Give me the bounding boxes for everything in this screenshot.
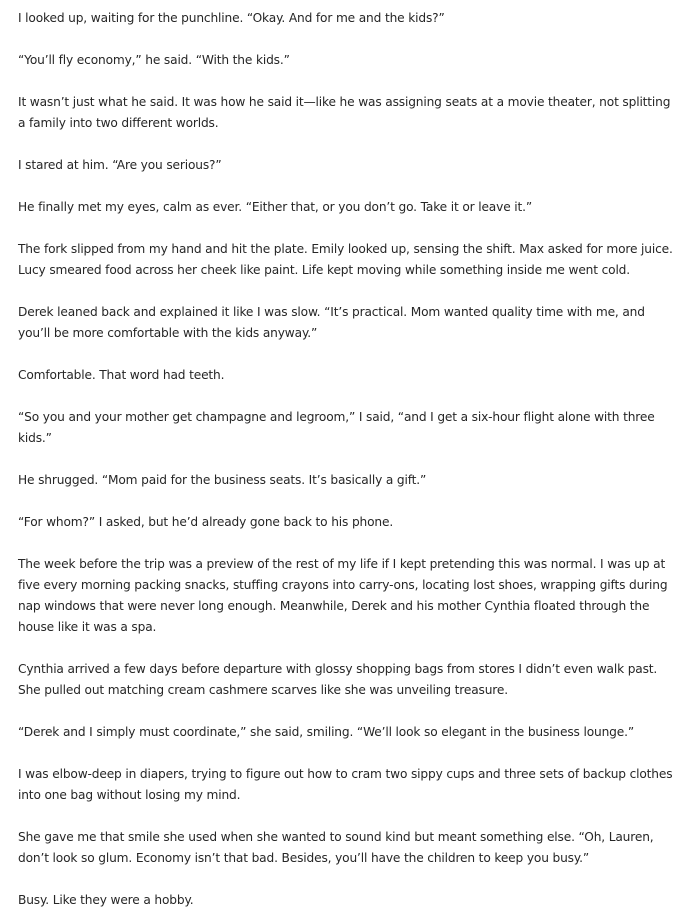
paragraph: He shrugged. “Mom paid for the business seats. It’s basically a gift.” bbox=[18, 473, 427, 487]
paragraph: I looked up, waiting for the punchline. “Okay. And for me and the kids?” bbox=[18, 11, 445, 25]
paragraph: She gave me that smile she used when she wanted to sound kind but meant something else. “Oh, Lauren, don’t look so glum. Economy isn’t that bad. Besides, you’ll have the children to keep you busy.” bbox=[18, 830, 654, 865]
paragraph: “For whom?” I asked, but he’d already gone back to his phone. bbox=[18, 515, 394, 529]
paragraph: “So you and your mother get champagne and legroom,” I said, “and I get a six-hour flight alone with three kids.” bbox=[18, 410, 655, 445]
paragraph: He finally met my eyes, calm as ever. “Either that, or you don’t go. Take it or leave it.” bbox=[18, 200, 533, 214]
paragraph: Comfortable. That word had teeth. bbox=[18, 368, 225, 382]
paragraph: I stared at him. “Are you serious?” bbox=[18, 158, 222, 172]
paragraph: Busy. Like they were a hobby. bbox=[18, 893, 194, 907]
paragraph: “Derek and I simply must coordinate,” she said, smiling. “We’ll look so elegant in the business lounge.” bbox=[18, 725, 634, 739]
paragraph: Cynthia arrived a few days before departure with glossy shopping bags from stores I didn’t even walk past. She pulled out matching cream cashmere scarves like she was unveiling treasure. bbox=[18, 662, 658, 697]
paragraph: I was elbow-deep in diapers, trying to figure out how to cram two sippy cups and three sets of backup clothes into one bag without losing my mind. bbox=[18, 767, 673, 802]
paragraph: The fork slipped from my hand and hit the plate. Emily looked up, sensing the shift. Max asked for more juice. Lucy smeared food across her cheek like paint. Life kept moving while something inside me went cold. bbox=[18, 242, 673, 277]
paragraph: The week before the trip was a preview of the rest of my life if I kept pretending this was normal. I was up at five every morning packing snacks, stuffing crayons into carry-ons, locating lost shoes, wrapping gifts during nap windows that were never long enough. Meanwhile, Derek and his mother Cynthia floated through the house like it was a spa. bbox=[18, 557, 668, 634]
paragraph: “You’ll fly economy,” he said. “With the kids.” bbox=[18, 53, 290, 67]
paragraph: Derek leaned back and explained it like I was slow. “It’s practical. Mom wanted quality time with me, and you’ll be more comfortable with the kids anyway.” bbox=[18, 305, 645, 340]
paragraph: It wasn’t just what he said. It was how he said it—like he was assigning seats at a movie theater, not splitting a family into two different worlds. bbox=[18, 95, 671, 130]
